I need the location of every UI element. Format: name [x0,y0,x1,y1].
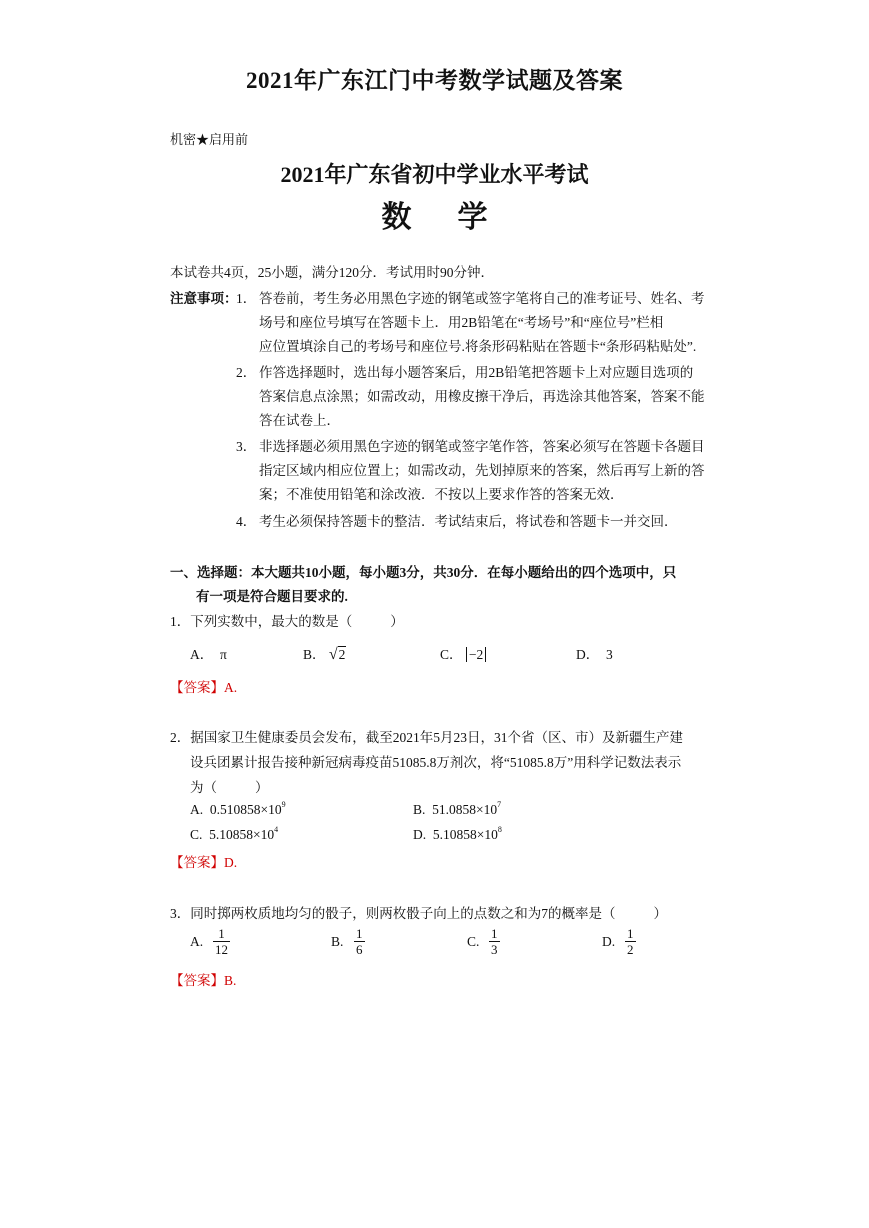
q3-option-c-fraction: $\frac{1}{3}$ [491,926,498,957]
q3-option-a-fraction: $\frac{1}{12}$ [215,926,228,957]
sqrt-symbol: √ [328,646,338,663]
section-heading-cont: 有一项是符合题目要求的. [196,589,348,604]
question-2-line: 设兵团累计报告接种新冠病毒疫苗51085.8万剂次，将“51085.8万”用科学记数法表示 [190,755,682,770]
notice-item-2-line: 答案信息点涂黑；如需改动，用橡皮擦干净后，再选涂其他答案，答案不能 [259,389,705,404]
q3-option-b-label: B. [331,934,344,949]
question-2-line: 2．据国家卫生健康委员会发布，截至2021年5月23日，31个省（区、市）及新疆生产建 [170,730,683,745]
notice-item-1-line: 应位置填涂自己的考场号和座位号.将条形码粘贴在答题卡“条形码粘贴处”. [259,339,697,354]
exam-title: 2021年广东省初中学业水平考试 [280,162,589,187]
q3-option-a-label: A. [190,934,204,949]
question-2-line: 为（ ） [190,780,269,795]
exam-intro: 本试卷共4页，25小题，满分120分．考试用时90分钟． [170,265,494,280]
q1-option-c: C． −2 [440,643,486,663]
q2-option-a: A. $0.510858\times 10^9$ [190,800,286,817]
q1-option-a: A． π [190,647,227,662]
notice-item-3-line: 案；不准使用铅笔和涂改液．不按以上要求作答的答案无效． [259,487,624,502]
notice-item-1-line: 场号和座位号填写在答题卡上．用2B铅笔在“考场号”和“座位号”栏相 [259,315,664,330]
notice-item-2-line: 作答选择题时，选出每小题答案后，用2B铅笔把答题卡上对应题目选项的 [259,365,694,380]
q1-option-b: B． √2 [303,646,346,663]
notice-item-4-num: 4． [236,514,257,529]
q2-option-c: C. $5.10858\times 10^4$ [190,825,279,842]
notice-item-1-line: 答卷前，考生务必用黑色字迹的钢笔或签字笔将自己的准考证号、姓名、考 [259,291,705,306]
q3-option-b-fraction: $\frac{1}{6}$ [356,926,363,957]
q3-option-d-label: D. [602,934,616,949]
q2-option-b: B. $51.0858\times 10^7$ [413,800,502,817]
section-heading: 一、选择题：本大题共10小题，每小题3分，共30分．在每小题给出的四个选项中，只 [170,565,677,580]
notice-item-3-num: 3． [236,439,257,454]
question-1-stem: 1．下列实数中，最大的数是（ ） [170,614,404,629]
notice-label: 注意事项： [170,291,238,306]
q1-answer: 【答案】A. [170,680,238,695]
notice-item-3-line: 非选择题必须用黑色字迹的钢笔或签字笔作答，答案必须写在答题卡各题目 [259,439,705,454]
q2-option-d: D. $5.10858\times 10^8$ [413,825,502,842]
confidential-mark: 机密★启用前 [170,132,249,147]
q2-answer: 【答案】D. [170,855,238,870]
notice-item-2-num: 2． [236,365,257,380]
q3-option-d-fraction: $\frac{1}{2}$ [627,926,634,957]
document-title: 2021年广东江门中考数学试题及答案 [246,68,623,93]
notice-item-3-line: 指定区域内相应位置上；如需改动，先划掉原来的答案，然后再写上新的答 [259,463,705,478]
notice-item-2-line: 答在试卷上． [259,413,340,428]
notice-item-4-line: 考生必须保持答题卡的整洁．考试结束后，将试卷和答题卡一并交回． [259,514,678,529]
q3-option-c-label: C. [467,934,480,949]
subject-title: 数学 [381,201,534,234]
q3-answer: 【答案】B. [170,973,237,988]
question-3-stem: 3．同时掷两枚质地均匀的骰子，则两枚骰子向上的点数之和为7的概率是（ ） [170,906,667,921]
notice-item-1-num: 1． [236,291,257,306]
q1-option-d: D． 3 [576,647,613,662]
